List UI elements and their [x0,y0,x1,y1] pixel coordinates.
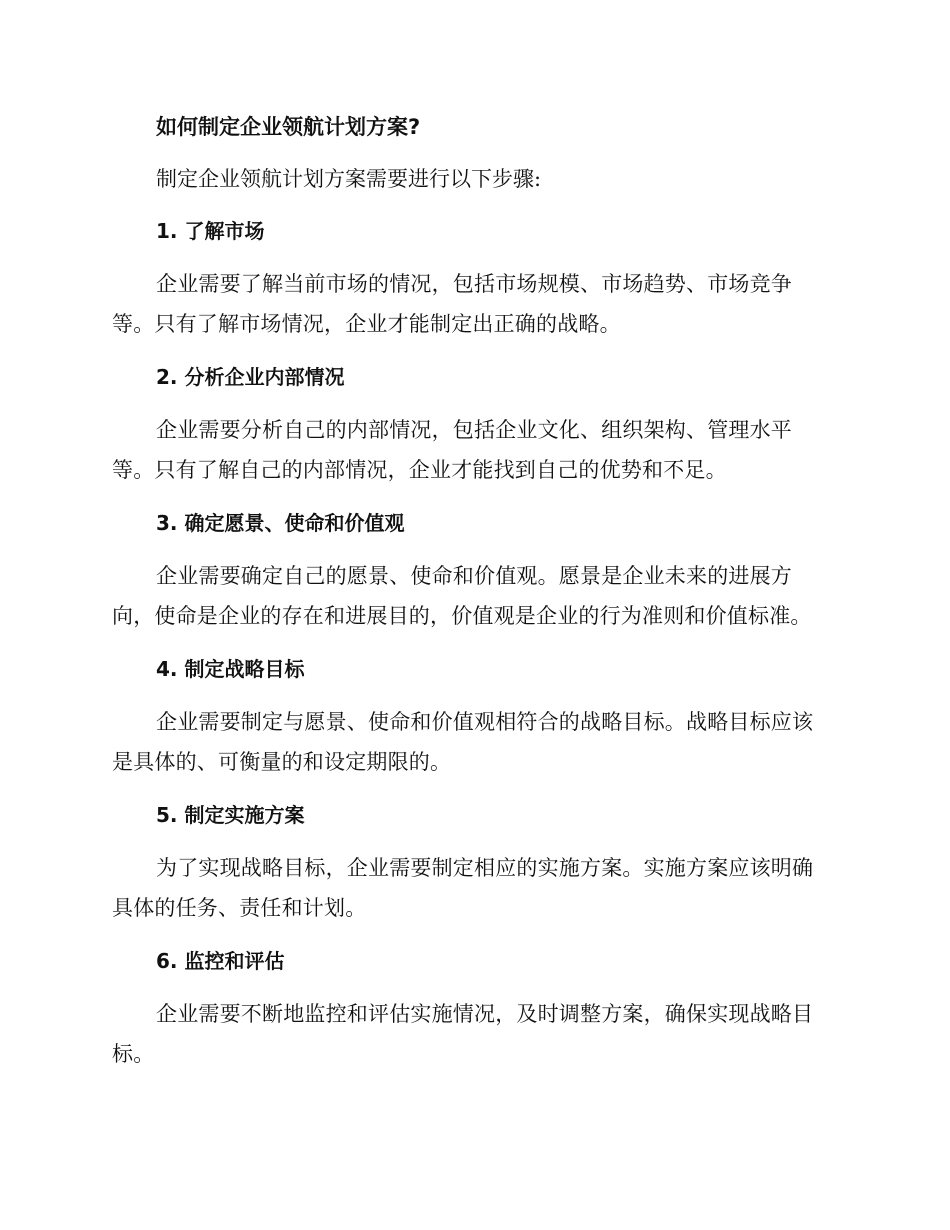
section-4 [112,650,832,782]
document-title: 如何制定企业领航计划方案? [156,115,421,139]
section-body: 为了实现战略目标，企业需要制定相应的实施方案。实施方案应该明确具体的任务、责任和计划。 [112,856,814,920]
section-body: 企业需要了解当前市场的情况，包括市场规模、市场趋势、市场竞争等。只有了解市场情况，企业才能制定出正确的战略。 [112,272,792,336]
section-heading: 6. 监控和评估 [156,949,285,973]
section-heading: 1. 了解市场 [156,219,265,243]
section-2 [112,358,832,490]
section-body: 企业需要分析自己的内部情况，包括企业文化、组织架构、管理水平等。只有了解自己的内部情况，企业才能找到自己的优势和不足。 [112,418,792,482]
intro-paragraph: 制定企业领航计划方案需要进行以下步骤: [156,167,542,191]
section-heading: 2. 分析企业内部情况 [156,365,345,389]
section-body: 企业需要不断地监控和评估实施情况，及时调整方案，确保实现战略目标。 [112,1002,814,1066]
section-1 [112,212,832,344]
document-page [112,108,832,1074]
section-heading: 4. 制定战略目标 [156,657,305,681]
section-6 [112,942,832,1074]
section-body: 企业需要制定与愿景、使命和价值观相符合的战略目标。战略目标应该是具体的、可衡量的和设定期限的。 [112,710,814,774]
section-3 [112,504,832,636]
section-heading: 5. 制定实施方案 [156,803,305,827]
section-heading: 3. 确定愿景、使命和价值观 [156,511,405,535]
section-5 [112,796,832,928]
section-body: 企业需要确定自己的愿景、使命和价值观。愿景是企业未来的进展方向，使命是企业的存在和进展目的，价值观是企业的行为准则和价值标准。 [112,564,812,628]
